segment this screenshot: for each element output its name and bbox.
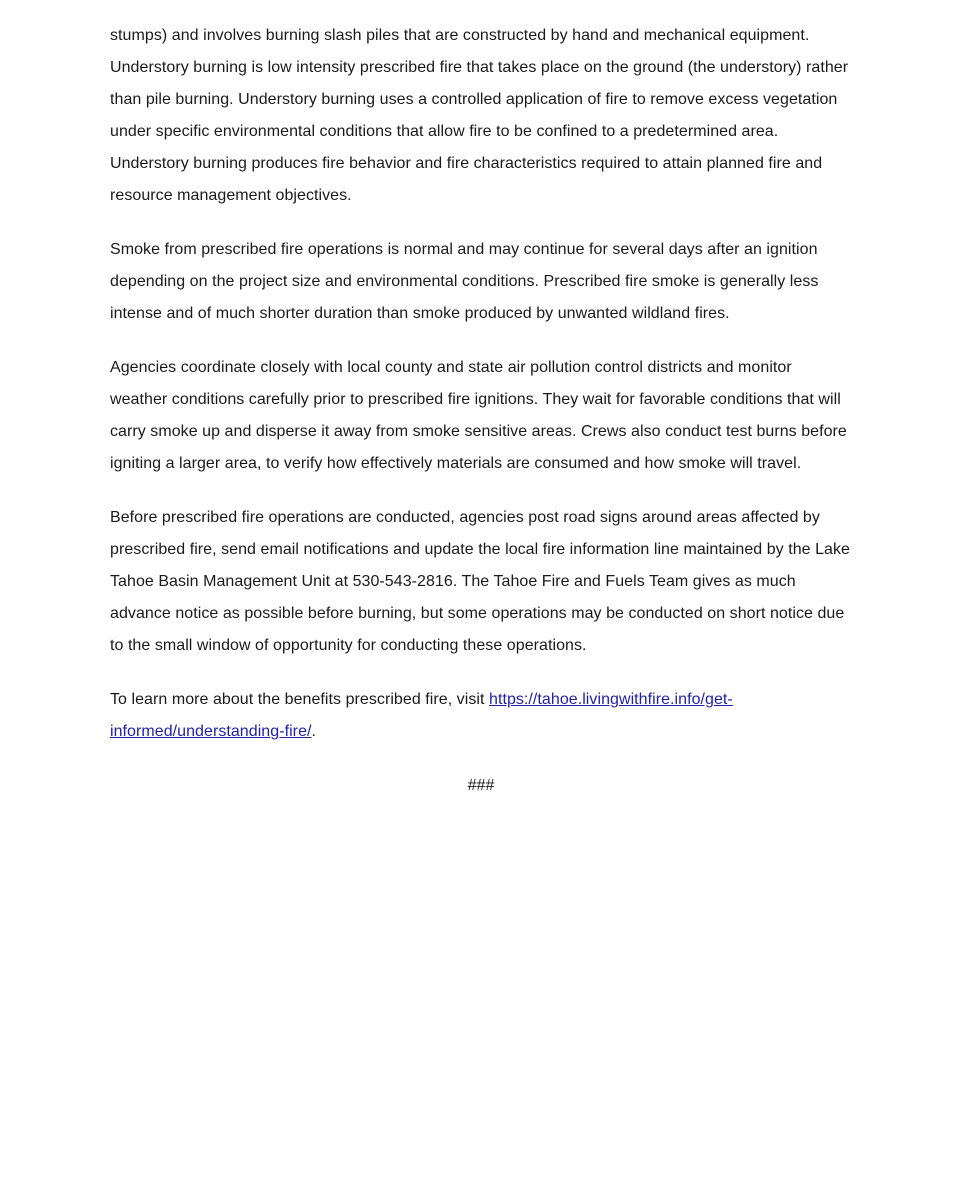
paragraph-learn-more xyxy=(110,684,852,748)
end-of-document-mark: ### xyxy=(467,777,495,794)
paragraph-burning-methods: stumps) and involves burning slash piles that are constructed by hand and mechanical equipment. Understory burning is low intensity prescribed fire that takes place on the ground (the understory) rather than pile burning. Understory burning uses a controlled application of fire to remove excess vegetation under specific environmental conditions that allow fire to be confined to a predetermined area. Understory burning produces fire behavior and fire characteristics required to attain planned fire and resource management objectives. xyxy=(110,27,849,204)
learn-more-prefix: To learn more about the benefits prescribed fire, visit xyxy=(110,691,489,708)
paragraph-agency-coordination: Agencies coordinate closely with local county and state air pollution control districts and monitor weather conditions carefully prior to prescribed fire ignitions. They wait for favorable conditions that will carry smoke up and disperse it away from smoke sensitive areas. Crews also conduct test burns before igniting a larger area, to verify how effectively materials are consumed and how smoke will travel. xyxy=(110,359,847,472)
paragraph-smoke: Smoke from prescribed fire operations is normal and may continue for several days after an ignition depending on the project size and environmental conditions. Prescribed fire smoke is generally less intense and of much shorter duration than smoke produced by unwanted wildland fires. xyxy=(110,241,819,322)
learn-more-link[interactable]: https://tahoe.livingwithfire.info/get-informed/understanding-fire/ xyxy=(110,691,733,740)
paragraph-notifications: Before prescribed fire operations are conducted, agencies post road signs around areas affected by prescribed fire, send email notifications and update the local fire information line maintained by the Lake Tahoe Basin Management Unit at 530-543-2816. The Tahoe Fire and Fuels Team gives as much advance notice as possible before burning, but some operations may be conducted on short notice due to the small window of opportunity for conducting these operations. xyxy=(110,509,850,654)
learn-more-suffix: . xyxy=(311,723,317,740)
